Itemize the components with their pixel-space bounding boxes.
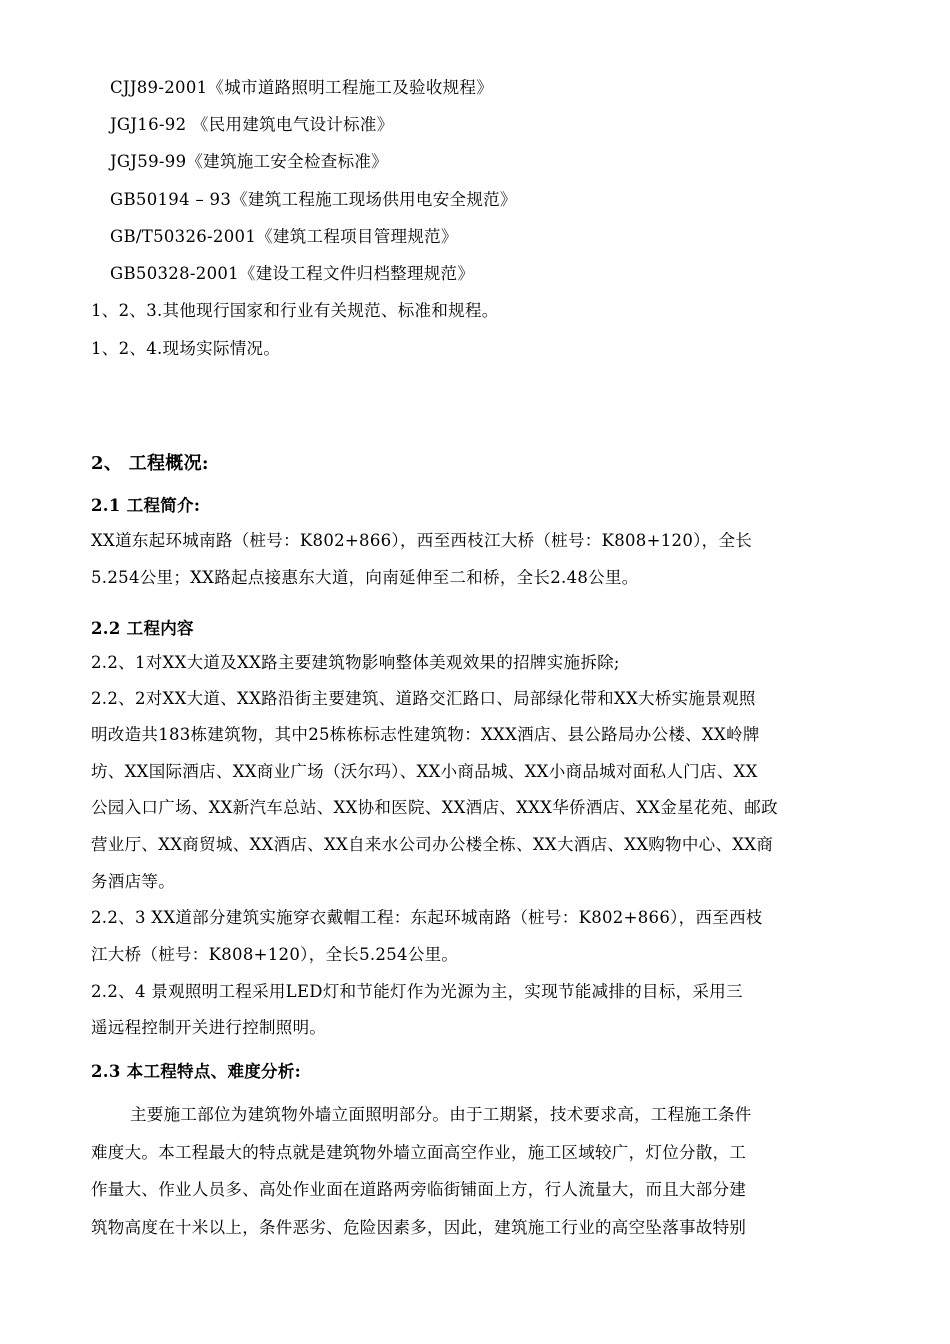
paragraph-line: XX道东起环城南路（桩号：K802+866），西至西枝江大桥（桩号：K808+120），全长 [91, 531, 753, 550]
paragraph-line: 难度大。本工程最大的特点就是建筑物外墙立面高空作业，施工区域较广，灯位分散，工 [91, 1143, 747, 1162]
standard-line: CJJ89-2001《城市道路照明工程施工及验收规程》 [110, 78, 494, 97]
standard-line: JGJ59-99《建筑施工安全检查标准》 [110, 152, 388, 171]
paragraph-line: 遥远程控制开关进行控制照明。 [91, 1018, 327, 1037]
paragraph-line: 公园入口广场、XX新汽车总站、XX协和医院、XX酒店、XXX华侨酒店、XX金星花苑、邮政 [91, 798, 778, 817]
paragraph-line: 营业厅、XX商贸城、XX酒店、XX自来水公司办公楼全栋、XX大酒店、XX购物中心、XX商 [91, 835, 774, 854]
paragraph-line: 明改造共183栋建筑物，其中25栋栋标志性建筑物：XXX酒店、县公路局办公楼、XX岭牌 [91, 725, 760, 744]
list-item: 1、2、3.其他现行国家和行业有关规范、标准和规程。 [91, 301, 499, 320]
paragraph-line: 务酒店等。 [91, 872, 175, 891]
standard-line: GB50328-2001《建设工程文件归档整理规范》 [110, 264, 475, 283]
standard-line: JGJ16-92 《民用建筑电气设计标准》 [110, 115, 394, 134]
standard-line: GB/T50326-2001《建筑工程项目管理规范》 [110, 227, 458, 246]
section-heading: 2、 工程概况: [91, 453, 209, 474]
paragraph-line: 坊、XX国际酒店、XX商业广场（沃尔玛）、XX小商品城、XX小商品城对面私人门店、XX [91, 762, 758, 781]
subsection-heading: 2.1 工程简介: [91, 496, 201, 515]
paragraph-line: 作量大、作业人员多、高处作业面在道路两旁临街铺面上方，行人流量大，而且大部分建 [91, 1180, 747, 1199]
subsection-heading: 2.2 工程内容 [91, 619, 194, 638]
paragraph-line: 2.2、3 XX道部分建筑实施穿衣戴帽工程：东起环城南路（桩号：K802+866），西至西枝 [91, 908, 763, 927]
paragraph-line: 5.254公里；XX路起点接惠东大道，向南延伸至二和桥，全长2.48公里。 [91, 568, 639, 587]
paragraph-line: 2.2、4 景观照明工程采用LED灯和节能灯作为光源为主，实现节能减排的目标，采用三 [91, 982, 743, 1001]
list-item: 1、2、4.现场实际情况。 [91, 339, 281, 358]
subsection-heading: 2.3 本工程特点、难度分析: [91, 1062, 302, 1081]
standard-line: GB50194 – 93《建筑工程施工现场供用电安全规范》 [110, 190, 517, 209]
paragraph-line: 主要施工部位为建筑物外墙立面照明部分。由于工期紧，技术要求高，工程施工条件 [130, 1105, 752, 1124]
paragraph-line: 江大桥（桩号：K808+120），全长5.254公里。 [91, 945, 459, 964]
paragraph-line: 筑物高度在十米以上，条件恶劣、危险因素多，因此，建筑施工行业的高空坠落事故特别 [91, 1218, 747, 1237]
paragraph-line: 2.2、2对XX大道、XX路沿街主要建筑、道路交汇路口、局部绿化带和XX大桥实施景观照 [91, 689, 756, 708]
paragraph-line: 2.2、1对XX大道及XX路主要建筑物影响整体美观效果的招牌实施拆除; [91, 653, 620, 672]
